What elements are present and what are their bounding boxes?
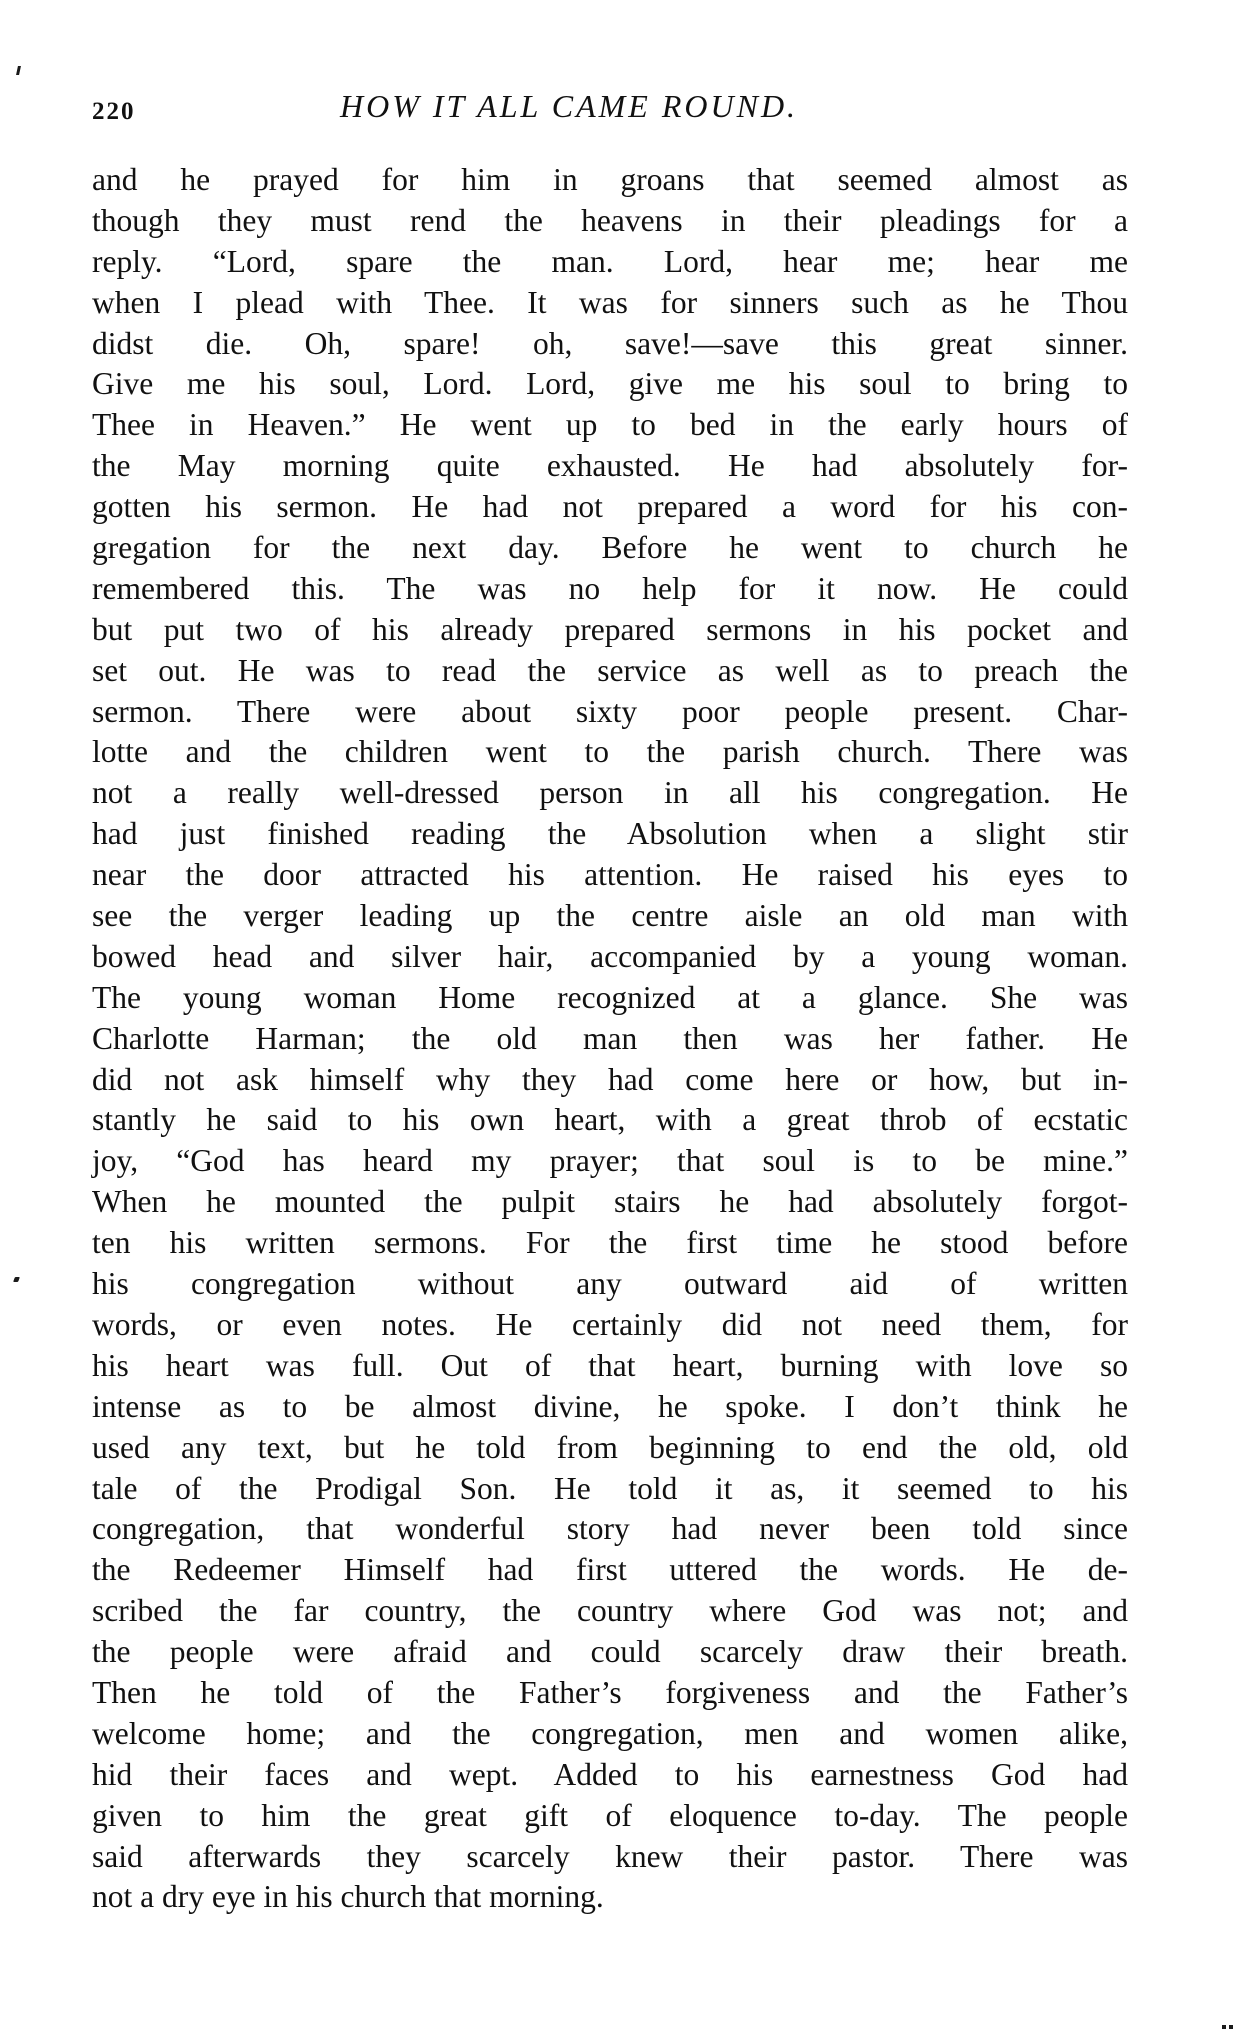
text-line: bowed head and silver hair, accompanied by a young woman.: [92, 938, 1128, 974]
text-line: tale of the Prodigal Son. He told it as, it seemed to his: [92, 1470, 1128, 1506]
text-line: words, or even notes. He certainly did not need them, for: [92, 1306, 1128, 1342]
text-line: stantly he said to his own heart, with a great throb of ecstatic: [92, 1102, 1128, 1138]
text-line: the people were afraid and could scarcely draw their breath.: [92, 1634, 1128, 1670]
text-line-last: not a dry eye in his church that morning.: [92, 1879, 604, 1915]
text-line: joy, “God has heard my prayer; that soul is to be mine.”: [92, 1143, 1128, 1179]
text-line: his congregation without any outward aid of written: [92, 1266, 1128, 1302]
text-line: Thee in Heaven.” He went up to bed in the early hours of: [92, 407, 1128, 443]
text-line: When he mounted the pulpit stairs he had absolutely forgot-: [92, 1184, 1128, 1220]
text-line: near the door attracted his attention. He raised his eyes to: [92, 857, 1128, 893]
text-line: though they must rend the heavens in their pleadings for a: [92, 202, 1128, 238]
text-line: The young woman Home recognized at a glance. She was: [92, 979, 1128, 1015]
text-line: intense as to be almost divine, he spoke. I don’t think he: [92, 1388, 1128, 1424]
text-line: remembered this. The was no help for it now. He could: [92, 570, 1128, 606]
scan-artifact-speck: [1229, 2025, 1233, 2029]
text-line: given to him the great gift of eloquence to-day. The people: [92, 1797, 1128, 1833]
text-line: his heart was full. Out of that heart, burning with love so: [92, 1347, 1128, 1383]
running-title: HOW IT ALL CAME ROUND.: [340, 88, 799, 124]
text-line: ten his written sermons. For the first time he stood before: [92, 1225, 1128, 1261]
text-line: gotten his sermon. He had not prepared a word for his con-: [92, 489, 1128, 525]
text-line: gregation for the next day. Before he went to church he: [92, 530, 1128, 566]
text-line: welcome home; and the congregation, men and women alike,: [92, 1715, 1128, 1751]
text-line: hid their faces and wept. Added to his earnestness God had: [92, 1756, 1128, 1792]
text-line: not a really well-dressed person in all his congregation. He: [92, 775, 1128, 811]
text-line: Give me his soul, Lord. Lord, give me his soul to bring to: [92, 366, 1128, 402]
text-line: Then he told of the Father’s forgiveness and the Father’s: [92, 1674, 1128, 1710]
text-line: scribed the far country, the country where God was not; and: [92, 1593, 1128, 1629]
text-line: had just finished reading the Absolution when a slight stir: [92, 816, 1128, 852]
text-line: reply. “Lord, spare the man. Lord, hear me; hear me: [92, 243, 1128, 279]
scan-artifact-marks: [1222, 2025, 1234, 2029]
text-line: set out. He was to read the service as well as to preach the: [92, 652, 1128, 688]
scan-artifact-speck: [1222, 2025, 1226, 2029]
text-line: the Redeemer Himself had first uttered the words. He de-: [92, 1552, 1128, 1588]
page-number: 220: [92, 98, 136, 125]
text-line: see the verger leading up the centre aisle an old man with: [92, 898, 1128, 934]
body-text: [92, 160, 1128, 1918]
text-line: used any text, but he told from beginning to end the old, old: [92, 1429, 1128, 1465]
text-line: sermon. There were about sixty poor people present. Char-: [92, 693, 1128, 729]
text-line: and he prayed for him in groans that seemed almost as: [92, 162, 1128, 197]
text-line: congregation, that wonderful story had never been told since: [92, 1511, 1128, 1547]
running-head: [92, 86, 1128, 126]
text-line: the May morning quite exhausted. He had absolutely for-: [92, 448, 1128, 484]
text-line: when I plead with Thee. It was for sinners such as he Thou: [92, 284, 1128, 320]
text-line: didst die. Oh, spare! oh, save!—save this great sinner.: [92, 325, 1128, 361]
text-line: did not ask himself why they had come here or how, but in-: [92, 1061, 1128, 1097]
text-line: said afterwards they scarcely knew their pastor. There was: [92, 1838, 1128, 1874]
text-line: but put two of his already prepared sermons in his pocket and: [92, 611, 1128, 647]
text-line: Charlotte Harman; the old man then was her father. He: [92, 1020, 1128, 1056]
scan-artifact-dot: [13, 1277, 20, 1282]
text-line: lotte and the children went to the parish church. There was: [92, 734, 1128, 770]
scan-artifact-mark: [16, 66, 21, 75]
